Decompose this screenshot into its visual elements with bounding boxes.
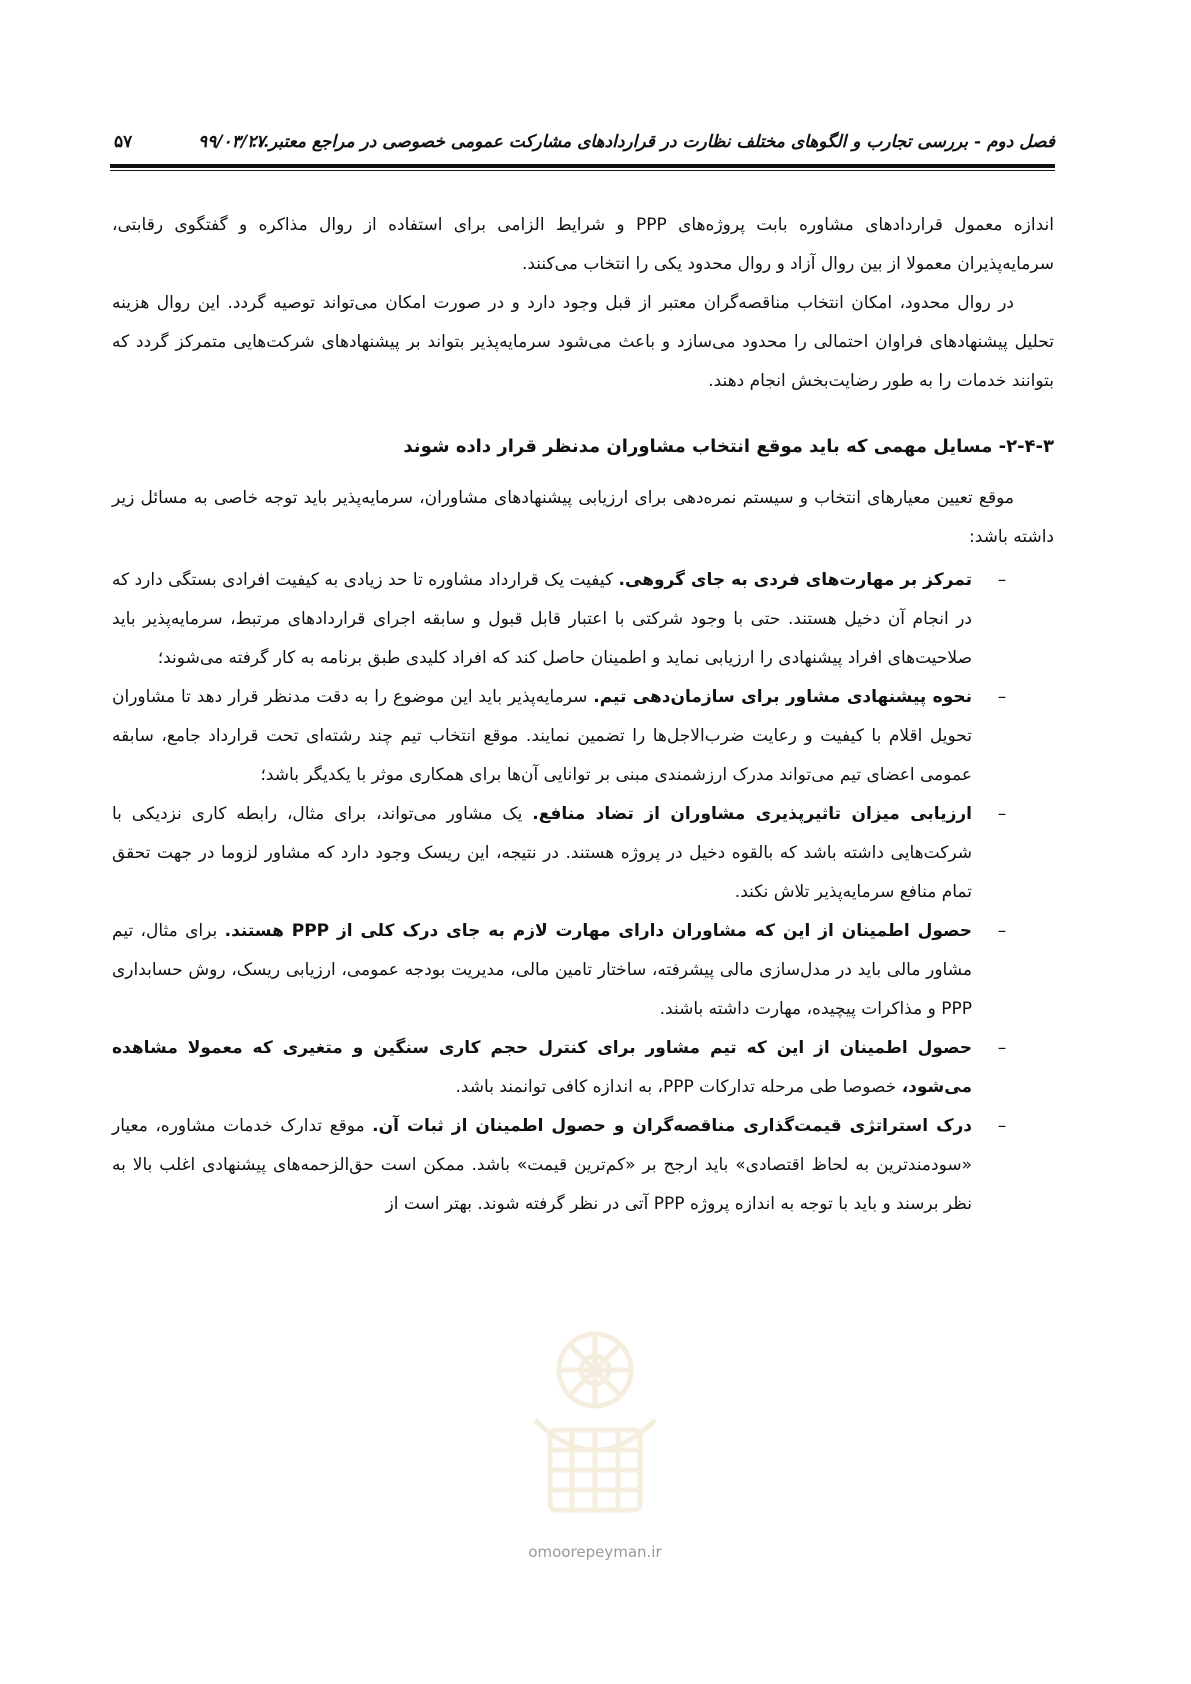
- watermark-site: omoorepeyman.ir: [528, 1543, 662, 1561]
- bullet-dash: –: [997, 1038, 1007, 1058]
- bullet-dash: –: [997, 687, 1007, 707]
- page-number: ۵۷: [114, 132, 133, 152]
- running-header: [110, 128, 1055, 168]
- list-item: [112, 912, 1054, 1029]
- bullet-bold-lead: حصول اطمینان از این که تیم مشاور برای کنترل حجم کاری سنگین و متغیری که معمولا مشاهده می‌شود،: [112, 1038, 972, 1097]
- bullet-text: کیفیت یک قرارداد مشاوره تا حد زیادی به کیفیت افرادی بستگی دارد که در انجام آن دخیل هستند. حتی با وجود شرکتی با اعتبار قابل قبول و سابقه اجرای قراردادهای مرتبط، سرمایه‌پذیر باید صلاحیت‌های افراد پیشنهادی را ارزیابی نماید و اطمینان حاصل کند که افراد کلیدی طبق برنامه به کار گرفته می‌شوند؛: [112, 570, 972, 668]
- bullet-bold-lead: حصول اطمینان از این که مشاوران دارای مهارت لازم به جای درک کلی از PPP هستند.: [224, 921, 972, 941]
- body-text: [112, 206, 1054, 1224]
- section-heading: ۲-۴-۳- مسایل مهمی که باید موقع انتخاب مشاوران مدنظر قرار داده شوند: [403, 436, 1054, 457]
- paragraph-intro-1: اندازه معمول قراردادهای مشاوره بابت پروژه‌های PPP و شرایط الزامی برای استفاده از روال مذاکره و گفتگوی رقابتی، سرمایه‌پذیران معمولا از بین روال آزاد و روال محدود یکی را انتخاب می‌کنند.: [112, 215, 1054, 274]
- watermark-logo-icon: [490, 1310, 700, 1530]
- section-lead: موقع تعیین معیارهای انتخاب و سیستم نمره‌دهی برای ارزیابی پیشنهادهای مشاوران، سرمایه‌پذیر باید توجه خاصی به مسائل زیر داشته باشد:: [112, 488, 1054, 547]
- bullet-bold-lead: ارزیابی میزان تاثیرپذیری مشاوران از تضاد منافع.: [532, 804, 972, 824]
- header-rule-thick: [110, 164, 1055, 168]
- list-item: [112, 1029, 1054, 1107]
- bullet-bold-lead: نحوه پیشنهادی مشاور برای سازمان‌دهی تیم.: [593, 687, 973, 707]
- bullet-bold-lead: تمرکز بر مهارت‌های فردی به جای گروهی.: [618, 570, 972, 590]
- list-item: [112, 678, 1054, 795]
- bullet-text: یک مشاور می‌تواند، برای مثال، رابطه کاری نزدیکی با شرکت‌هایی داشته باشد که بالقوه دخیل در پروژه هستند. در نتیجه، این ریسک وجود دارد که مشاور لزوما در جهت تحقق تمام منافع سرمایه‌پذیر تلاش نکند.: [112, 804, 972, 902]
- bullet-dash: –: [997, 570, 1007, 590]
- list-item: [112, 795, 1054, 912]
- bullet-text: خصوصا طی مرحله تدارکات PPP، به اندازه کافی توانمند باشد.: [455, 1077, 902, 1097]
- paragraph-intro-2: در روال محدود، امکان انتخاب مناقصه‌گران معتبر از قبل وجود دارد و در صورت امکان می‌تواند توصیه گردد. این روال هزینه تحلیل پیشنهادهای فراوان احتمالی را محدود می‌سازد و باعث می‌شود سرمایه‌پذیر بتواند بر پیشنهادهای شرکت‌هایی متمرکز گردد که بتوانند خدمات را به طور رضایت‌بخش انجام دهند.: [112, 293, 1054, 391]
- bullet-text: سرمایه‌پذیر باید این موضوع را به دقت مدنظر قرار دهد تا مشاوران تحویل اقلام با کیفیت و رعایت ضرب‌الاجل‌ها را تضمین نمایند. موقع انتخاب تیم چند رشته‌ای تحت قرارداد جامع، سابقه عمومی اعضای تیم می‌تواند مدرک ارزشمندی مبنی بر توانایی آن‌ها برای همکاری موثر با یکدیگر باشد؛: [112, 687, 972, 785]
- header-date: ۹۹/۰۳/۲۷: [198, 132, 266, 152]
- header-rule-thin: [110, 170, 1055, 171]
- bullet-dash: –: [997, 804, 1007, 824]
- bullet-text: موقع تدارک خدمات مشاوره، معیار «سودمندترین به لحاظ اقتصادی» باید ارجح بر «کم‌ترین قیمت» باشد. ممکن است حق‌الزحمه‌های پیشنهادی اغلب بالا به نظر برسند و باید با توجه به اندازه پروژه PPP آتی در نظر گرفته شوند. بهتر است از: [112, 1116, 972, 1214]
- list-item: [112, 1107, 1054, 1224]
- bullet-list: [112, 561, 1054, 1224]
- list-item: [112, 561, 1054, 678]
- bullet-dash: –: [997, 921, 1007, 941]
- bullet-text: برای مثال، تیم مشاور مالی باید در مدل‌سازی مالی پیشرفته، ساختار تامین مالی، مدیریت بودجه عمومی، ارزیابی ریسک، روش حسابداری PPP و مذاکرات پیچیده، مهارت داشته باشند.: [112, 921, 972, 1019]
- bullet-dash: –: [997, 1116, 1007, 1136]
- header-title: فصل دوم - بررسی تجارب و الگوهای مختلف نظارت در قراردادهای مشارکت عمومی خصوصی در مراجع معتبر...: [251, 132, 1055, 152]
- bullet-bold-lead: درک استراتژی قیمت‌گذاری مناقصه‌گران و حصول اطمینان از ثبات آن.: [372, 1116, 973, 1136]
